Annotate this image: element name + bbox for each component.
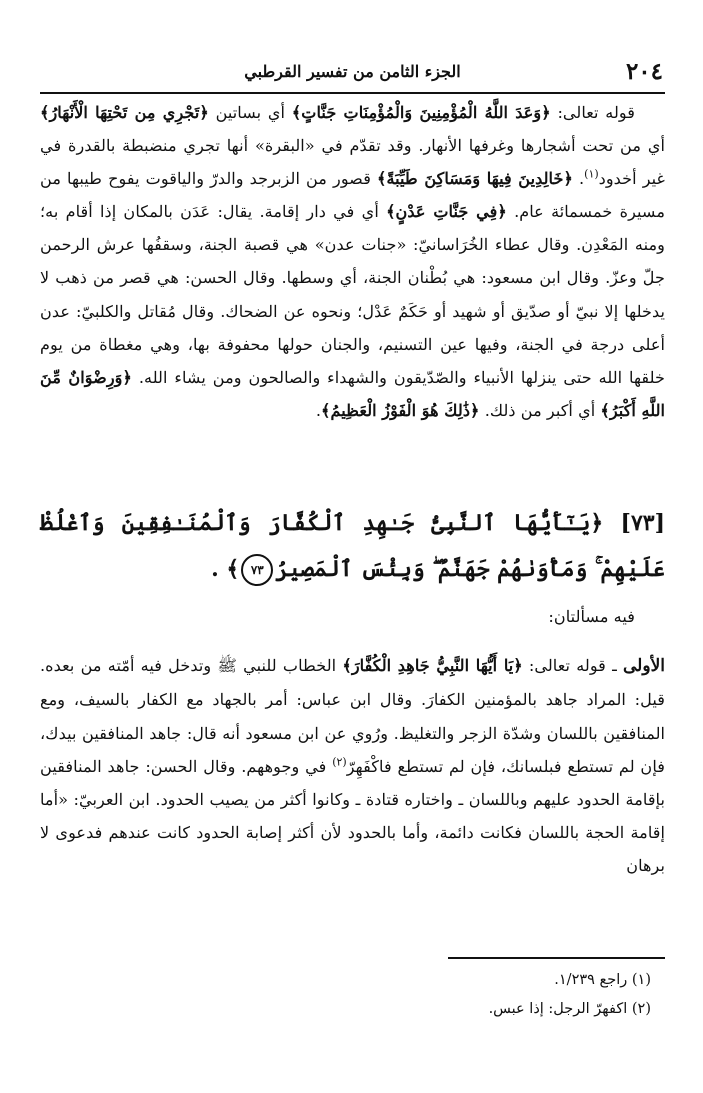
text-run: أي بساتين (208, 103, 292, 122)
paragraph (40, 96, 665, 427)
ayah-end-marker: ٧٣ (241, 554, 273, 586)
text-run: أي أكبر من ذلك. (479, 400, 601, 420)
verse-heading (40, 500, 665, 592)
masail-intro: فيه مسألتان: (548, 607, 635, 626)
quran-quote: ﴿خَالِدِينَ فِيهَا وَمَسَاكِنَ طَيِّبَةً﴾ (376, 169, 573, 189)
tafsir-section-masail (40, 600, 665, 883)
footnote-ref-2[interactable]: (٢) (332, 755, 347, 769)
quran-quote: ﴿وَعَدَ اللَّهُ الْمُؤْمِنِينَ وَالْمُؤْمِنَاتِ جَنَّاتٍ﴾ (291, 103, 551, 122)
quran-quote: ﴿فِي جَنَّاتِ عَدْنٍ﴾ (386, 202, 507, 222)
issue-label-first: الأولى (623, 656, 665, 677)
footnote-2: (٢) اكفهرّ الرجل: إذا عبس. (488, 1001, 651, 1017)
footnote-ref-1[interactable]: (١) (584, 167, 599, 181)
quran-quote: ﴿تَجْرِي مِن تَحْتِهَا الْأَنْهَارُ﴾ (40, 103, 209, 122)
verse-number: [٧٣] (620, 510, 665, 536)
quran-quote: ﴿ذَٰلِكَ هُوَ الْفَوْزُ الْعَظِيمُ﴾ (321, 400, 480, 420)
footnote-1: (١) راجع ١/٢٣٩. (554, 972, 651, 988)
page-number: ٢٠٤ (625, 58, 663, 85)
text-run: أي من تحت أشجارها وغرفها الأنهار. وقد تقدّم في «البقرة» أنها تجري منضبطة بالقدرة في غير أخدود (40, 136, 665, 189)
text-run: أي في دار إقامة. يقال: عَدَن بالمكان إذا أقام به؛ ومنه المَعْدِن. وقال عطاء الخُرَاسانيّ: «جنات عدن» هي قصبة الجنة، وسقفُها عرش الرحمن جلّ وعزّ. وقال ابن مسعود: هي بُطْنان الجنة، أي وسطها. وقال الحسن: هي قصر من ذهب لا يدخلها إلا نبيّ أو صدّيق أو شهيد أو حَكَمٌ عَدْل؛ ونحوه عن الضحاك. وقال مُقاتل والكلبيّ: عدن أعلى درجة في الجنة، وفيها عين التسنيم، والجنان حولها محفوفة بها، وهي مغطاة من يوم خلقها الله حتى ينزلها الأنبياء والصّدّيقون والشهداء والصالحون ومن يشاء الله. (40, 202, 665, 387)
text-run: الخطاب للنبي ﷺ وتدخل فيه أمّته من بعده. قيل: المراد جاهد بالمؤمنين الكفارَ. وقال ابن عباس: أمر بالجهاد مع الكفار بالسيف، ومع المنافقين باللسان وشدّة الزجر والتغليظ. ورُوي عن ابن مسعود أنه قال: جاهد المنافقين بيدك، فإن لم تستطع فبلسانك، فإن لم تستطع فاكْفَهِرّ (40, 656, 665, 776)
text-run: ـ قوله تعالى: (522, 656, 617, 676)
text-run: قصور من الزبرجد والدرّ والياقوت يفوح طيبها من مسيرة خمسمائة عام. (40, 169, 665, 222)
page-header (40, 58, 665, 94)
verse-text: ﴿يَـٰٓأَيُّهَا ٱلنَّبِىُّ جَـٰهِدِ ٱلْكُفَّارَ وَٱلْمُنَـٰفِقِينَ وَٱغْلُظْ عَلَيْهِمْ ۚ وَمَأْوَىٰهُمْ جَهَنَّمُ ۖ وَبِئْسَ ٱلْمَصِيرُ (40, 510, 665, 582)
text-run: في وجوههم. وقال الحسن: جاهد المنافقين بإقامة الحدود عليهم وباللسان ـ واختاره قتادة ـ وكانوا أكثر من يصيب الحدود. ابن العربيّ: «أما إقامة الحجة باللسان فكانت دائمة، وأما بالحدود لأن أكثر إصابة الحدود كانت عندهم فدعوى لا برهان (40, 756, 665, 876)
verse-close: ﴾ . (211, 556, 240, 582)
text-run: . (572, 169, 585, 189)
quran-quote: ﴿وَرِضْوَانٌ مِّنَ اللَّهِ أَكْبَرُ﴾ (40, 367, 665, 420)
running-title: الجزء الثامن من تفسير القرطبي (244, 62, 461, 81)
text-run: قوله تعالى: (550, 103, 635, 122)
footnote-divider (448, 957, 665, 959)
text-run: . (315, 400, 321, 420)
tafsir-paragraph-1 (40, 96, 665, 427)
paragraph (40, 649, 665, 882)
quran-quote: ﴿يَا أَيُّهَا النَّبِيُّ جَاهِدِ الْكُفَّارَ﴾ (342, 656, 523, 676)
footnotes (40, 966, 665, 1024)
